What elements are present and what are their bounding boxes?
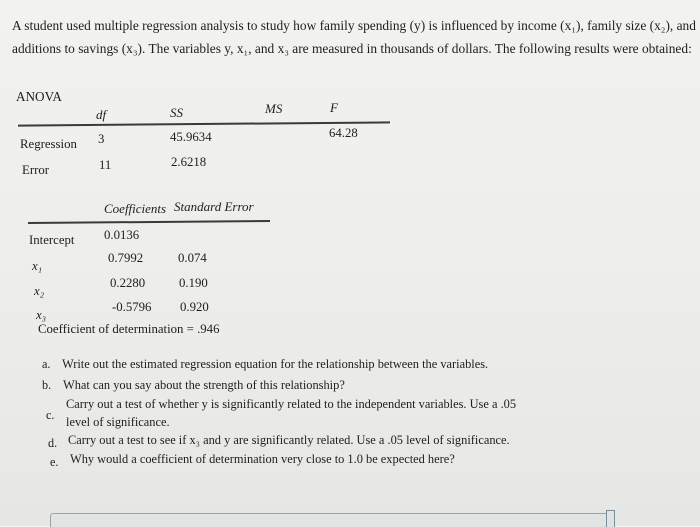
anova-row-ss: 2.6218 (171, 155, 207, 169)
intro-line-2: additions to savings (x₃). The variables y, x₁, and x₃ are measured in thousands of dollars. The following results were obtained: (12, 41, 692, 56)
coef-row-coef: 0.7992 (108, 251, 144, 265)
intro-line-1: A student used multiple regression analysis to study how family spending (y) is influenced by income (x₁), family size (x₂), and (12, 18, 696, 33)
anova-row-ss: 45.9634 (170, 130, 212, 144)
anova-row-f: 64.28 (329, 126, 358, 140)
coef-row-label: Intercept (29, 233, 75, 247)
question-text: Carry out a test of whether y is significantly related to the independent variables. Use a .05 (66, 397, 517, 411)
question-letter: e. (50, 455, 59, 469)
question-letter: d. (48, 436, 58, 450)
question-letter: a. (42, 357, 51, 371)
question-letter: b. (42, 378, 52, 392)
problem-intro (12, 14, 696, 60)
anova-row-label: Error (22, 163, 49, 177)
coef-header-standard-error: Standard Error (174, 199, 254, 214)
anova-row-df: 11 (99, 158, 112, 172)
answer-box-edge[interactable] (50, 513, 612, 527)
anova-header-f: F (330, 100, 338, 115)
coef-row-se: 0.074 (178, 251, 207, 265)
question-text: What can you say about the strength of this relationship? (63, 378, 345, 392)
question-text: Carry out a test to see if x₃ and y are significantly related. Use a .05 level of significance. (68, 433, 510, 447)
coef-row-coef: 0.2280 (110, 276, 146, 290)
question-text-continued: level of significance. (66, 415, 170, 429)
coef-row-coef: 0.0136 (104, 228, 140, 242)
coef-row-se: 0.920 (180, 300, 209, 314)
anova-row-label: Regression (20, 137, 77, 151)
coefficient-of-determination: Coefficient of determination = .946 (38, 322, 220, 336)
anova-header-df: df (96, 107, 107, 122)
coef-row-label: x₂ (34, 284, 45, 298)
anova-header-ms: MS (265, 101, 283, 116)
answer-box-marker (606, 510, 615, 527)
anova-row-df: 3 (98, 132, 105, 146)
anova-title: ANOVA (16, 89, 62, 104)
coef-row-coef: -0.5796 (112, 300, 152, 314)
question-text: Write out the estimated regression equation for the relationship between the variables. (62, 357, 489, 371)
question-letter: c. (46, 408, 55, 422)
coef-row-label: x₃ (36, 308, 47, 322)
coef-header-coefficients: Coefficients (104, 201, 167, 216)
anova-header-ss: SS (170, 105, 183, 120)
coef-row-se: 0.190 (179, 276, 208, 290)
coef-row-label: x₁ (32, 259, 43, 273)
question-text: Why would a coefficient of determination very close to 1.0 be expected here? (70, 452, 455, 466)
coef-header-rule (28, 220, 270, 224)
